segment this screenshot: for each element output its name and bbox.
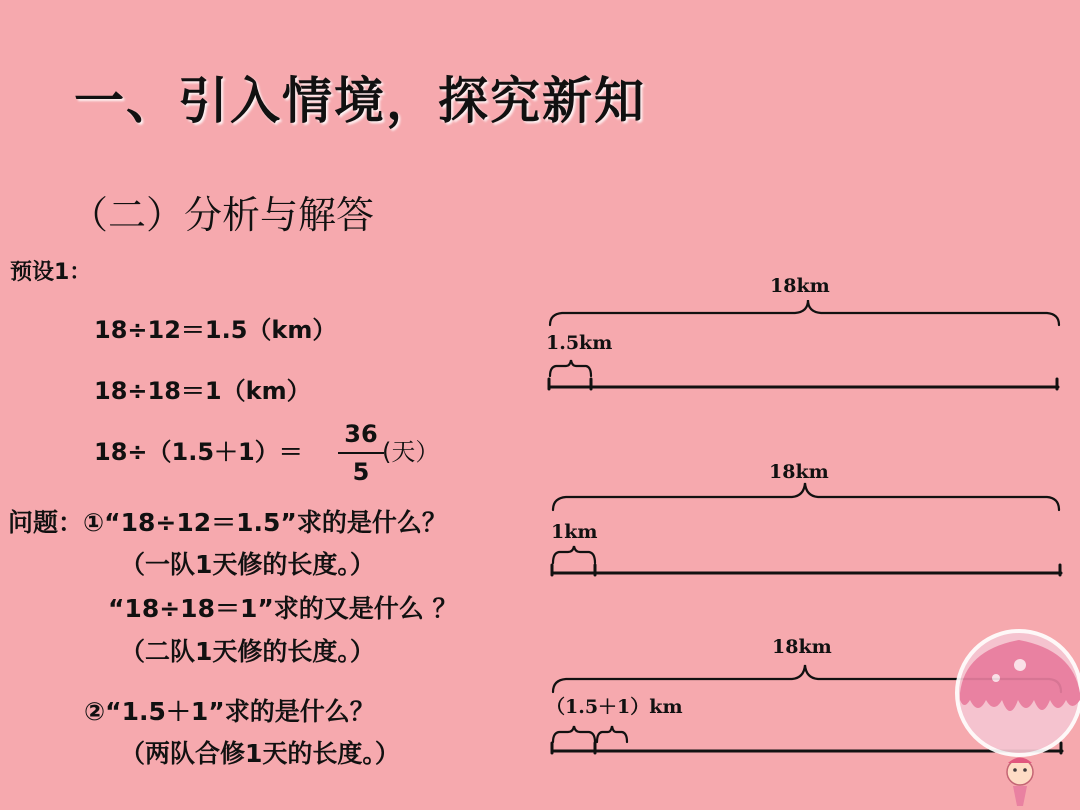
section-subtitle: （二）分析与解答 [70,193,375,237]
total-brace-2 [553,483,1059,510]
answer-2: （二队1天修的长度。） [120,637,375,666]
answer-3: （两队合修1天的长度。） [120,739,400,768]
fraction-numerator: 36 [344,420,378,448]
part-brace-3b [597,726,627,742]
total-brace-1 [550,300,1059,325]
ice-cream-decoration-icon [957,631,1080,806]
diagram-2-part-label: 1km [551,521,598,543]
preset-label: 预设1： [10,260,92,285]
diagram-1-part-label: 1.5km [546,332,613,354]
answer-1: （一队1天修的长度。） [120,550,375,579]
question-2: “18÷18＝1”求的又是什么 ？ [108,594,458,623]
part-brace-3a [553,726,595,742]
equation-2: 18÷18＝1（km） [94,377,311,405]
diagram-3-total-label: 18km [772,636,832,658]
equation-3-unit: (天） [382,438,440,466]
question-3: ②“1.5＋1”求的是什么？ [84,697,375,726]
part-brace-2 [553,546,595,563]
equation-3-prefix: 18÷（1.5＋1）＝ [94,438,303,466]
part-brace-1 [550,360,591,376]
diagram-2-total-label: 18km [769,461,829,483]
slide-title: 一、引入情境，探究新知 [74,72,646,130]
diagram-3-part-label: （1.5＋1）km [546,696,683,718]
fraction-denominator: 5 [352,458,370,486]
diagram-1-total-label: 18km [770,275,830,297]
question-1: 问题：①“18÷12＝1.5”求的是什么？ [8,508,447,537]
equation-1: 18÷12＝1.5（km） [94,316,337,344]
